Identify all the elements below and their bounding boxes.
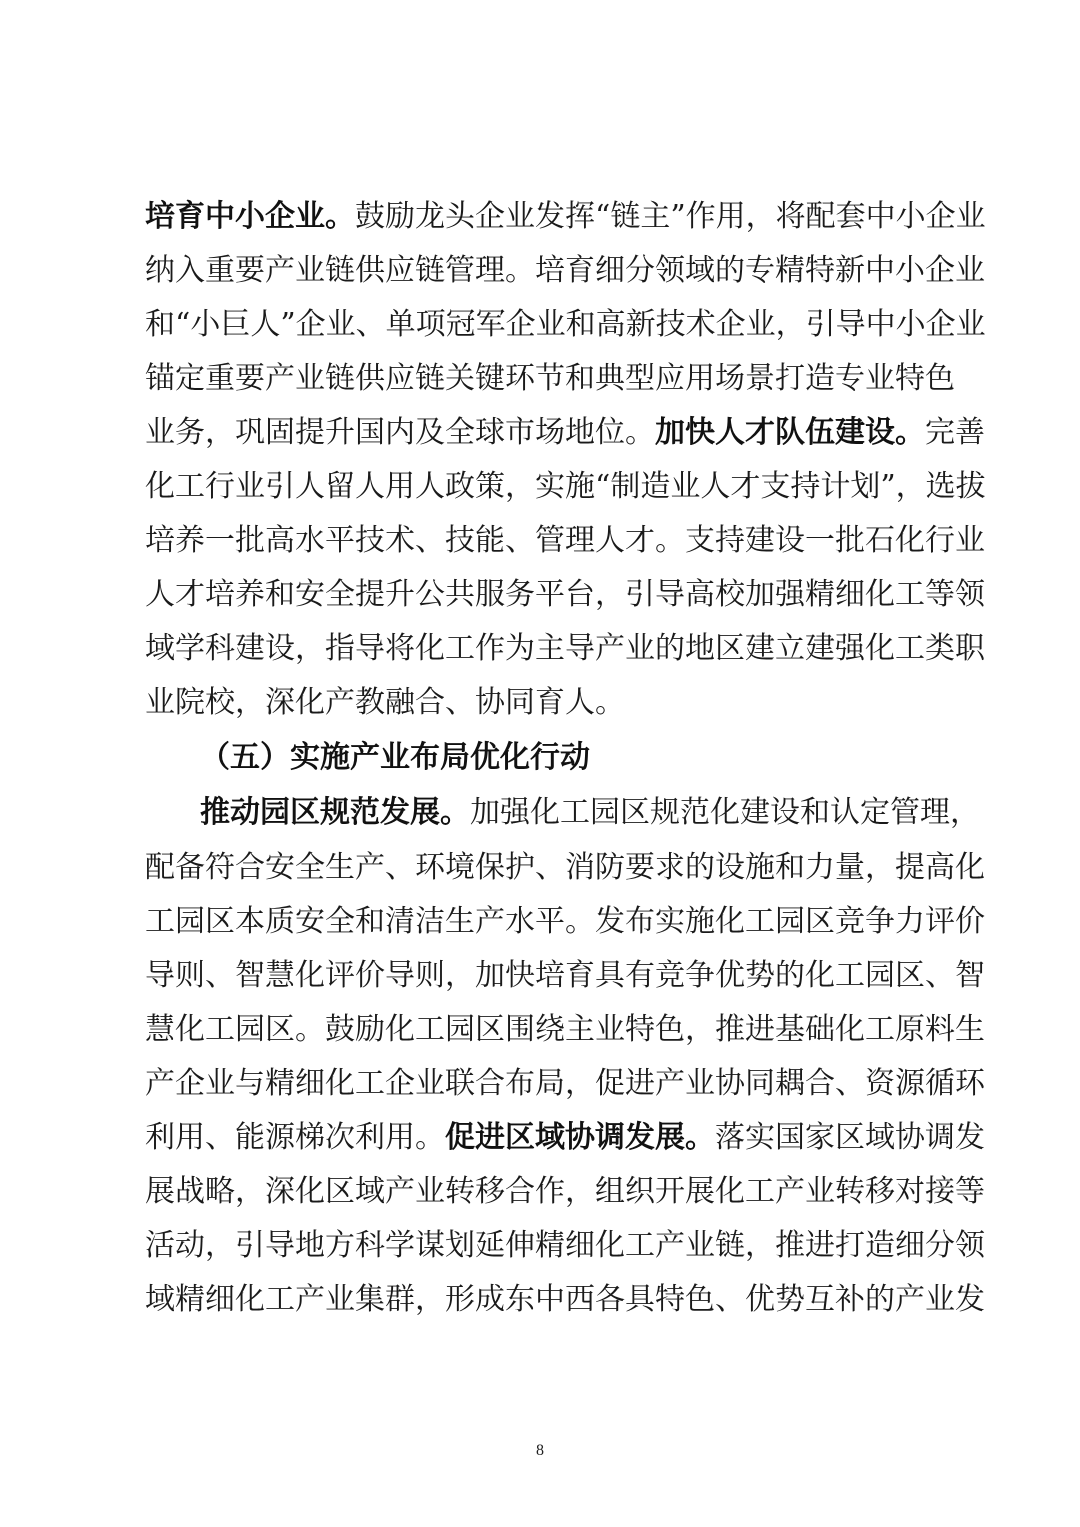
paragraph-line: 纳入重要产业链供应链管理。培育细分领域的专精特新中小企业 xyxy=(145,253,985,288)
paragraph-line: 利用、能源梯次利用。促进区域协调发展。落实国家区域协调发 xyxy=(145,1120,985,1155)
paragraph-line: 培育中小企业。鼓励龙头企业发挥“链主”作用，将配套中小企业 xyxy=(145,199,986,234)
paragraph-line: 锚定重要产业链供应链关键环节和典型应用场景打造专业特色 xyxy=(145,361,955,396)
paragraph-line: 和“小巨人”企业、单项冠军企业和高新技术企业，引导中小企业 xyxy=(145,307,986,342)
paragraph-line: 域学科建设，指导将化工作为主导产业的地区建立建强化工类职 xyxy=(145,631,985,666)
paragraph-line: 化工行业引人留人用人政策，实施“制造业人才支持计划”，选拔 xyxy=(145,469,986,504)
bold-heading-run: 推动园区规范发展。 xyxy=(200,795,470,830)
paragraph-line: 业务，巩固提升国内及全球市场地位。加快人才队伍建设。完善 xyxy=(145,415,985,450)
paragraph-line: 培养一批高水平技术、技能、管理人才。支持建设一批石化行业 xyxy=(145,523,985,558)
bold-heading-run: 培育中小企业。 xyxy=(145,199,355,234)
paragraph-line: 导则、智慧化评价导则，加快培育具有竞争优势的化工园区、智 xyxy=(145,958,985,993)
paragraph-line: 业院校，深化产教融合、协同育人。 xyxy=(145,685,625,720)
paragraph-line: 配备符合安全生产、环境保护、消防要求的设施和力量，提高化 xyxy=(145,850,985,885)
paragraph-line: 推动园区规范发展。加强化工园区规范化建设和认定管理， xyxy=(200,795,980,830)
paragraph-line: 工园区本质安全和清洁生产水平。发布实施化工园区竞争力评价 xyxy=(145,904,985,939)
paragraph-line: 慧化工园区。鼓励化工园区围绕主业特色，推进基础化工原料生 xyxy=(145,1012,985,1047)
paragraph-line: 域精细化工产业集群，形成东中西各具特色、优势互补的产业发 xyxy=(145,1282,985,1317)
bold-heading-run: 促进区域协调发展。 xyxy=(445,1120,715,1155)
paragraph-line: 展战略，深化区域产业转移合作，组织开展化工产业转移对接等 xyxy=(145,1174,985,1209)
paragraph-line: 活动，引导地方科学谋划延伸精细化工产业链，推进打造细分领 xyxy=(145,1228,985,1263)
section-heading: （五）实施产业布局优化行动 xyxy=(200,740,590,775)
paragraph-line: 产企业与精细化工企业联合布局，促进产业协同耦合、资源循环 xyxy=(145,1066,985,1101)
page-number: 8 xyxy=(536,1442,544,1459)
paragraph-line: 人才培养和安全提升公共服务平台，引导高校加强精细化工等领 xyxy=(145,577,985,612)
bold-heading-run: 加快人才队伍建设。 xyxy=(655,415,925,450)
